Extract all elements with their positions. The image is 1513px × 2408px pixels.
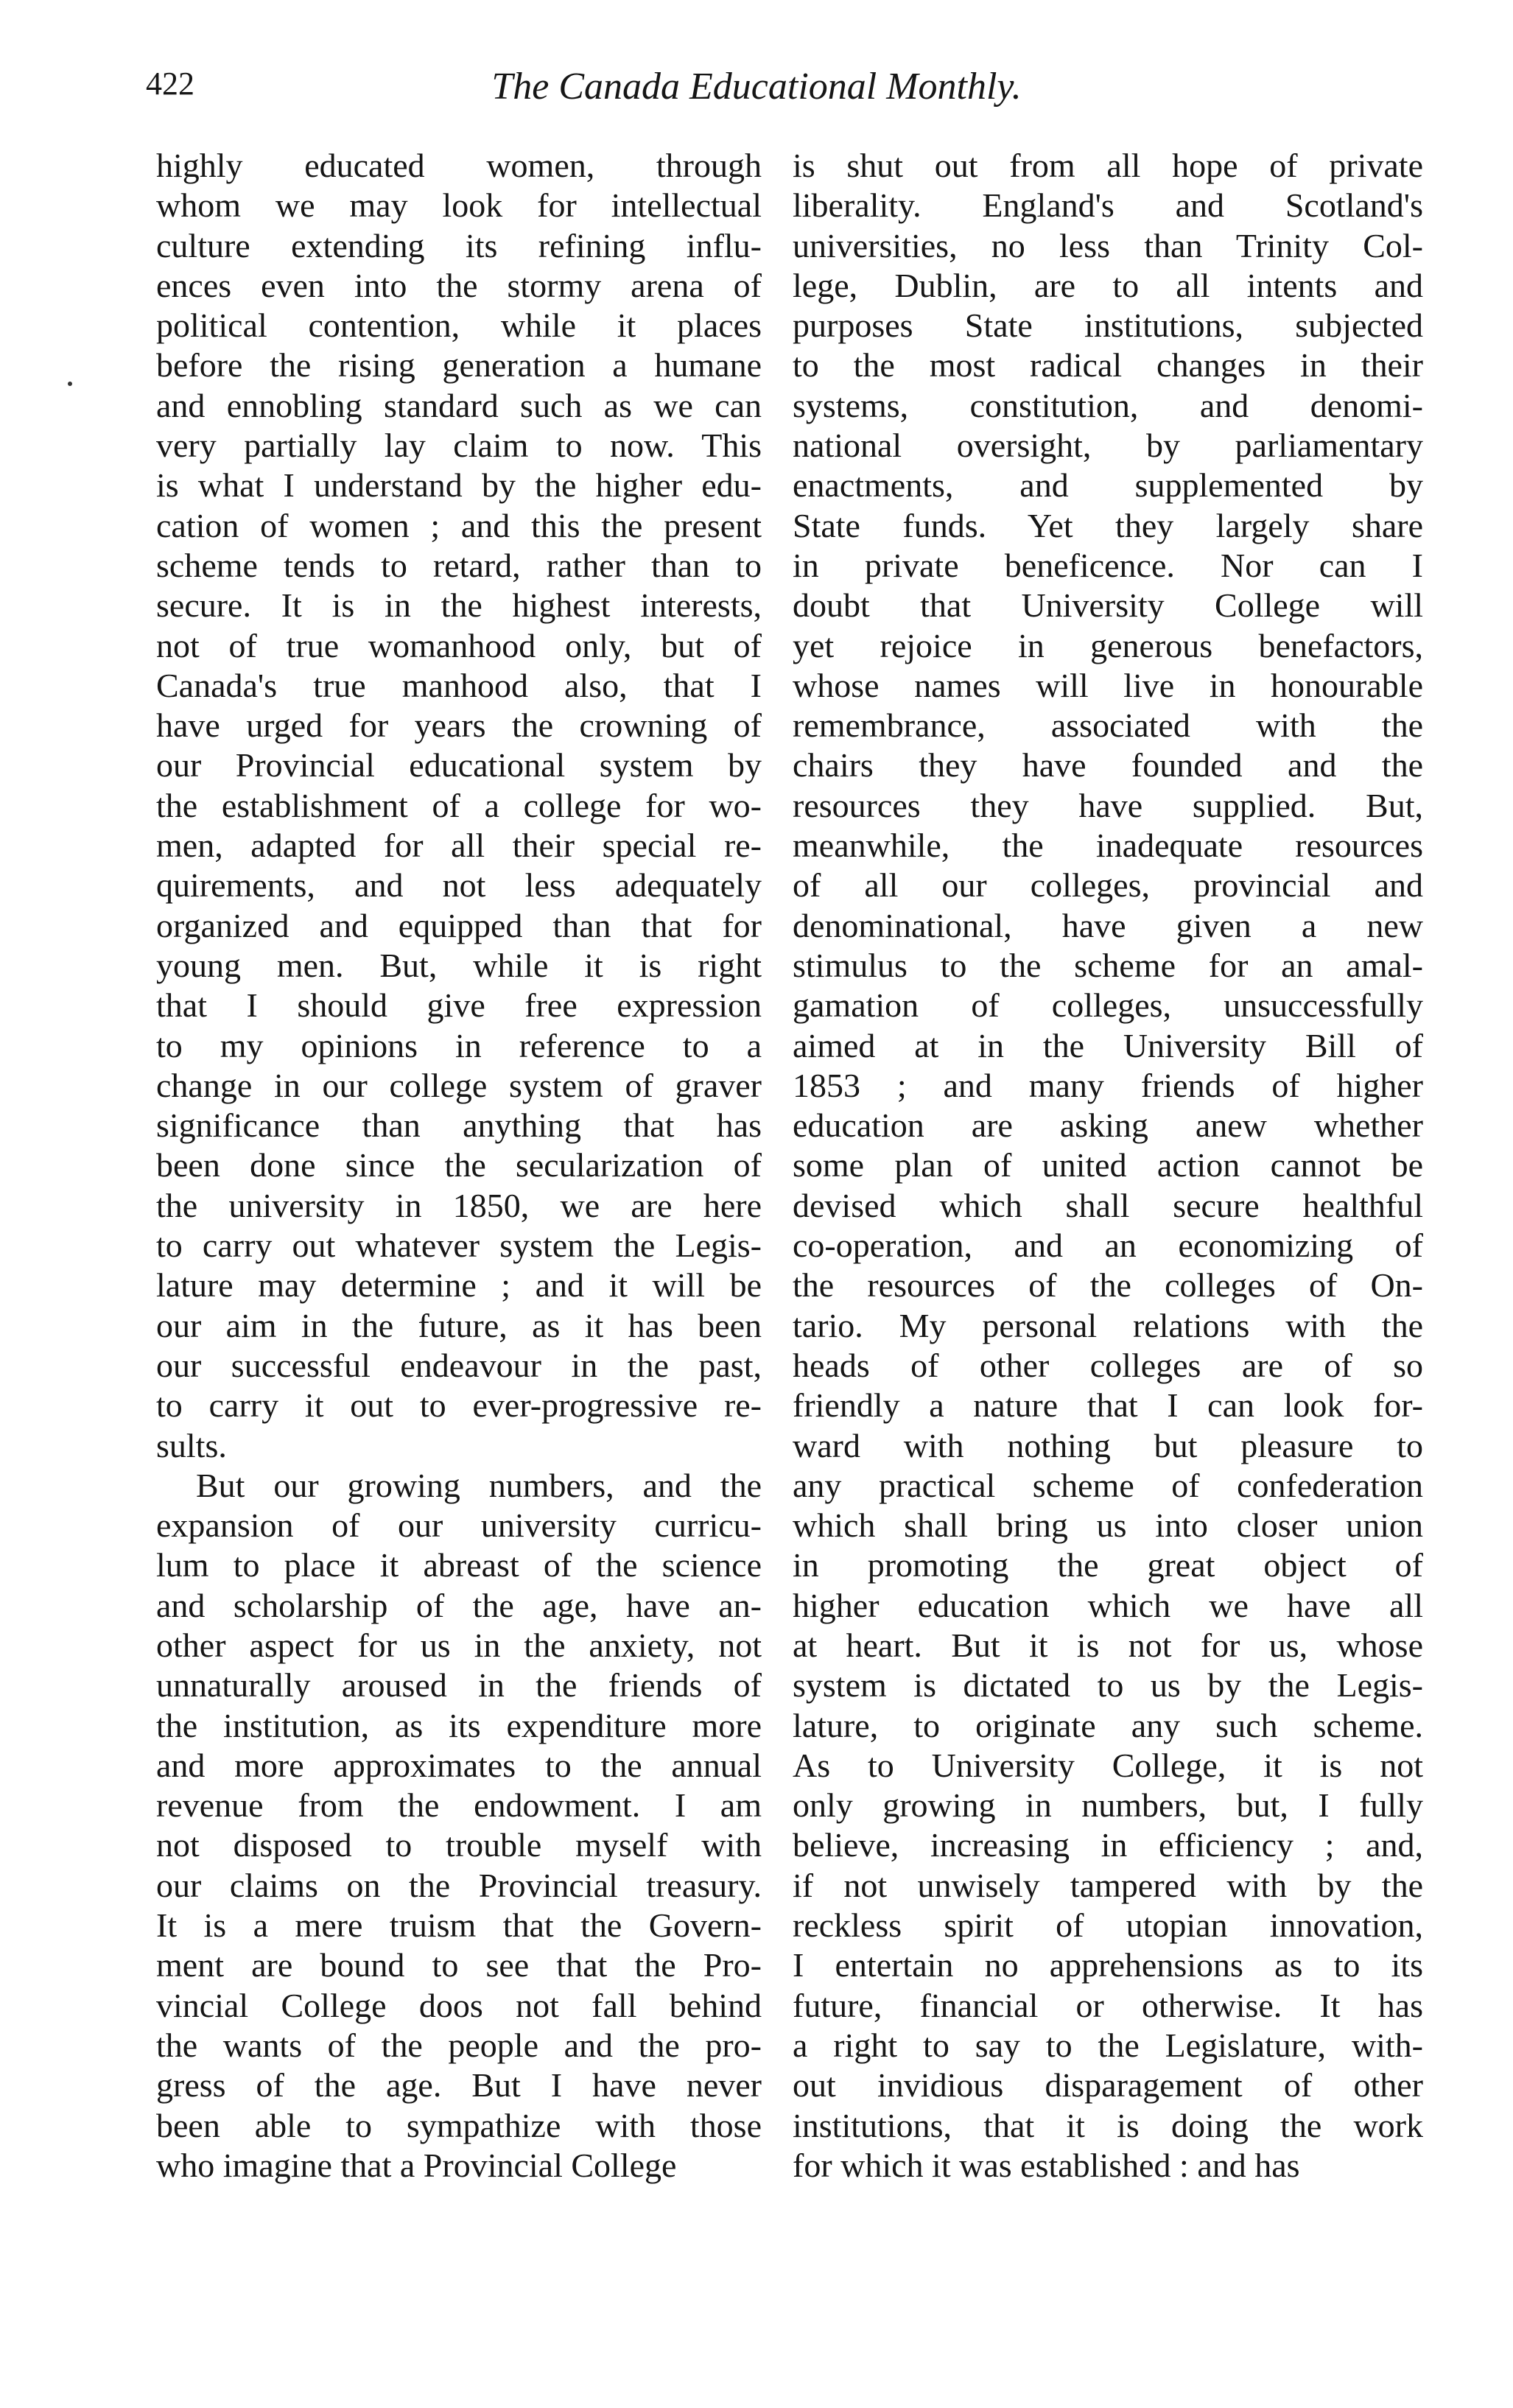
- text-line: systems, constitution, and denomi-: [793, 386, 1423, 424]
- text-line: political contention, while it places: [156, 306, 762, 345]
- text-line: to carry out whatever system the Legis-: [156, 1226, 762, 1265]
- text-line: at heart. But it is not for us, whose: [793, 1626, 1423, 1664]
- text-line: But our growing numbers, and the: [196, 1466, 762, 1504]
- text-line: lature may determine ; and it will be: [156, 1266, 762, 1305]
- text-line: which shall bring us into closer union: [793, 1506, 1423, 1545]
- text-line: organized and equipped than that for: [156, 906, 762, 944]
- text-line: whom we may look for intellectual: [156, 186, 762, 225]
- text-line: 1853 ; and many friends of higher: [793, 1066, 1423, 1104]
- text-line: ment are bound to see that the Pro-: [156, 1946, 762, 1984]
- text-line: before the rising generation a humane: [156, 346, 762, 385]
- text-line: quirements, and not less adequately: [156, 866, 762, 905]
- text-line: tario. My personal relations with the: [793, 1306, 1423, 1344]
- text-line: believe, increasing in efficiency ; and,: [793, 1826, 1423, 1864]
- text-line: who imagine that a Provincial College: [156, 2146, 677, 2184]
- text-line: stimulus to the scheme for an amal-: [793, 946, 1423, 984]
- text-line: to my opinions in reference to a: [156, 1026, 762, 1064]
- text-line: out invidious disparagement of other: [793, 2066, 1423, 2105]
- text-line: co-operation, and an economizing of: [793, 1226, 1423, 1265]
- text-line: enactments, and supplemented by: [793, 466, 1423, 505]
- text-line: expansion of our university curricu-: [156, 1506, 762, 1545]
- text-line: only growing in numbers, but, I fully: [793, 1786, 1423, 1825]
- text-line: ward with nothing but pleasure to: [793, 1426, 1423, 1464]
- text-line: meanwhile, the inadequate resources: [793, 826, 1423, 865]
- text-line: lum to place it abreast of the science: [156, 1546, 762, 1584]
- text-line: I entertain no apprehensions as to its: [793, 1946, 1423, 1984]
- text-line: higher education which we have all: [793, 1586, 1423, 1624]
- text-line: chairs they have founded and the: [793, 746, 1423, 784]
- text-line: culture extending its refining influ-: [156, 226, 762, 264]
- text-line: is shut out from all hope of private: [793, 147, 1423, 184]
- text-line: that I should give free expression: [156, 986, 762, 1025]
- text-line: Canada's true manhood also, that I: [156, 666, 762, 704]
- text-line: lature, to originate any such scheme.: [793, 1706, 1423, 1744]
- text-line: lege, Dublin, are to all intents and: [793, 266, 1423, 304]
- text-line: It is a mere truism that the Govern-: [156, 1906, 762, 1945]
- text-line: revenue from the endowment. I am: [156, 1786, 762, 1825]
- text-line: denominational, have given a new: [793, 906, 1423, 944]
- text-line: heads of other colleges are of so: [793, 1346, 1423, 1384]
- margin-mark: [68, 382, 72, 386]
- text-line: to the most radical changes in their: [793, 346, 1423, 385]
- text-line: significance than anything that has: [156, 1106, 762, 1145]
- text-line: future, financial or otherwise. It has: [793, 1986, 1423, 2024]
- text-line: very partially lay claim to now. This: [156, 427, 762, 465]
- text-line: our Provincial educational system by: [156, 746, 762, 784]
- text-line: gress of the age. But I have never: [156, 2066, 762, 2105]
- text-line: not disposed to trouble myself with: [156, 1826, 762, 1864]
- text-line: in promoting the great object of: [793, 1546, 1423, 1584]
- text-line: and ennobling standard such as we can: [156, 386, 762, 424]
- text-line: doubt that University College will: [793, 586, 1423, 625]
- text-line: liberality. England's and Scotland's: [793, 186, 1423, 225]
- text-line: unnaturally aroused in the friends of: [156, 1666, 762, 1705]
- text-line: other aspect for us in the anxiety, not: [156, 1626, 762, 1664]
- text-line: education are asking anew whether: [793, 1106, 1423, 1145]
- text-line: not of true womanhood only, but of: [156, 626, 762, 664]
- left-column: [156, 146, 762, 2186]
- text-line: the university in 1850, we are here: [156, 1186, 762, 1224]
- text-line: is what I understand by the higher edu-: [156, 466, 762, 505]
- text-line: some plan of united action cannot be: [793, 1146, 1423, 1184]
- text-line: to carry it out to ever-progressive re-: [156, 1386, 762, 1425]
- text-line: gamation of colleges, unsuccessfully: [793, 986, 1423, 1025]
- text-line: the establishment of a college for wo-: [156, 786, 762, 824]
- text-line: system is dictated to us by the Legis-: [793, 1666, 1423, 1705]
- text-line: our claims on the Provincial treasury.: [156, 1866, 762, 1904]
- text-line: of all our colleges, provincial and: [793, 866, 1423, 905]
- text-line: been able to sympathize with those: [156, 2106, 762, 2144]
- text-line: institutions, that it is doing the work: [793, 2106, 1423, 2144]
- text-line: have urged for years the crowning of: [156, 706, 762, 745]
- text-line: State funds. Yet they largely share: [793, 506, 1423, 544]
- text-line: vincial College doos not fall behind: [156, 1986, 762, 2024]
- text-line: our aim in the future, as it has been: [156, 1306, 762, 1344]
- right-column: [793, 146, 1423, 2186]
- text-line: scheme tends to retard, rather than to: [156, 546, 762, 584]
- text-line: friendly a nature that I can look for-: [793, 1386, 1423, 1425]
- text-line: men, adapted for all their special re-: [156, 826, 762, 865]
- text-line: and more approximates to the annual: [156, 1746, 762, 1784]
- text-line: sults.: [156, 1426, 227, 1464]
- text-line: reckless spirit of utopian innovation,: [793, 1906, 1423, 1945]
- text-line: remembrance, associated with the: [793, 706, 1423, 745]
- text-line: the institution, as its expenditure more: [156, 1706, 762, 1744]
- text-line: our successful endeavour in the past,: [156, 1346, 762, 1384]
- text-line: devised which shall secure healthful: [793, 1186, 1423, 1224]
- text-line: a right to say to the Legislature, with-: [793, 2026, 1423, 2064]
- text-line: purposes State institutions, subjected: [793, 306, 1423, 345]
- text-line: in private beneficence. Nor can I: [793, 546, 1423, 584]
- text-line: national oversight, by parliamentary: [793, 427, 1423, 465]
- text-line: universities, no less than Trinity Col-: [793, 226, 1423, 264]
- text-line: highly educated women, through: [156, 147, 762, 184]
- text-line: ences even into the stormy arena of: [156, 266, 762, 304]
- text-line: cation of women ; and this the present: [156, 506, 762, 544]
- text-line: been done since the secularization of: [156, 1146, 762, 1184]
- text-line: young men. But, while it is right: [156, 946, 762, 984]
- text-line: secure. It is in the highest interests,: [156, 586, 762, 625]
- text-line: whose names will live in honourable: [793, 666, 1423, 704]
- text-line: change in our college system of graver: [156, 1066, 762, 1104]
- text-line: if not unwisely tampered with by the: [793, 1866, 1423, 1904]
- text-line: the wants of the people and the pro-: [156, 2026, 762, 2064]
- text-line: aimed at in the University Bill of: [793, 1026, 1423, 1064]
- page-number: 422: [146, 66, 194, 102]
- text-line: resources they have supplied. But,: [793, 786, 1423, 824]
- text-line: yet rejoice in generous benefactors,: [793, 626, 1423, 664]
- text-line: and scholarship of the age, have an-: [156, 1586, 762, 1624]
- text-line: the resources of the colleges of On-: [793, 1266, 1423, 1305]
- text-line: any practical scheme of confederation: [793, 1466, 1423, 1504]
- running-title: The Canada Educational Monthly.: [491, 66, 1022, 108]
- text-line: As to University College, it is not: [793, 1746, 1423, 1784]
- text-line: for which it was established : and has: [793, 2146, 1300, 2184]
